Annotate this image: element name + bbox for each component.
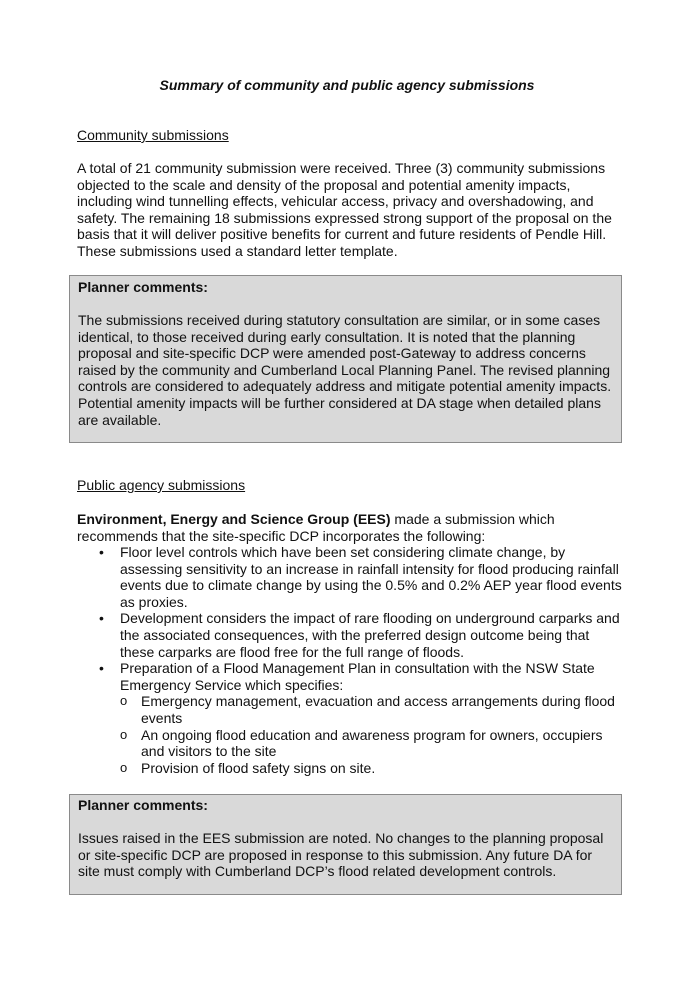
- agency-planner-text: Issues raised in the EES submission are noted. No changes to the planning proposal or site-specific DCP are proposed in response to this submission. Any future DA for site must comply with Cumberland DCP’s flood related development controls.: [78, 830, 604, 880]
- sub-list-item: [120, 760, 622, 777]
- community-planner-title: Planner comments:: [78, 279, 208, 295]
- sub-list-item: [120, 727, 622, 760]
- bullet-text: Development considers the impact of rare flooding on underground carparks and the associated consequences, with the preferred design outcome being that these carparks are flood free for the full range of floods.: [120, 610, 620, 660]
- bullet-text: Preparation of a Flood Management Plan in consultation with the NSW State Emergency Service which specifies:: [120, 660, 595, 693]
- agency-planner-box: [69, 794, 622, 895]
- recommendation-list: [77, 544, 622, 776]
- list-item: [77, 610, 622, 660]
- sub-bullet-text: Provision of flood safety signs on site.: [141, 759, 376, 776]
- agency-name: Environment, Energy and Science Group (EES): [77, 511, 391, 527]
- community-planner-box: [69, 275, 622, 443]
- sub-bullet-text: Emergency management, evacuation and access arrangements during flood events: [141, 693, 615, 726]
- list-item: [77, 660, 622, 776]
- agency-intro-text: made a submission which recommends that the site-specific DCP incorporates the following:: [77, 511, 555, 544]
- page-title: Summary of community and public agency submissions: [159, 77, 535, 93]
- agency-heading: Public agency submissions: [77, 477, 246, 493]
- community-heading: Community submissions: [77, 127, 229, 143]
- agency-planner-title: Planner comments:: [78, 797, 208, 813]
- sub-bullet-text: An ongoing flood education and awareness program for owners, occupiers and visitors to the site: [141, 726, 603, 760]
- flood-plan-sublist: [120, 693, 622, 776]
- list-item: [77, 544, 622, 610]
- sub-list-item: [120, 693, 622, 726]
- bullet-text: Floor level controls which have been set considering climate change, by assessing sensitivity to an increase in rainfall intensity for flood producing rainfall events due to climate change by using the 0.5% and 0.2% AEP year flood events as proxies.: [120, 544, 622, 610]
- community-paragraph: A total of 21 community submission were received. Three (3) community submissions objected to the scale and density of the proposal and potential amenity impacts, including wind tunnelling effects, vehicular access, privacy and overshadowing, and safety. The remaining 18 submissions expressed strong support of the proposal on the basis that it will deliver positive benefits for current and future residents of Pendle Hill. These submissions used a standard letter template.: [77, 160, 612, 259]
- community-planner-text: The submissions received during statutory consultation are similar, or in some cases identical, to those received during early consultation. It is noted that the planning proposal and site-specific DCP were amended post-Gateway to address concerns raised by the community and Cumberland Local Planning Panel. The revised planning controls are considered to adequately address and mitigate potential amenity impacts. Potential amenity impacts will be further considered at DA stage when detailed plans are available.: [78, 312, 612, 428]
- agency-intro: [77, 511, 622, 544]
